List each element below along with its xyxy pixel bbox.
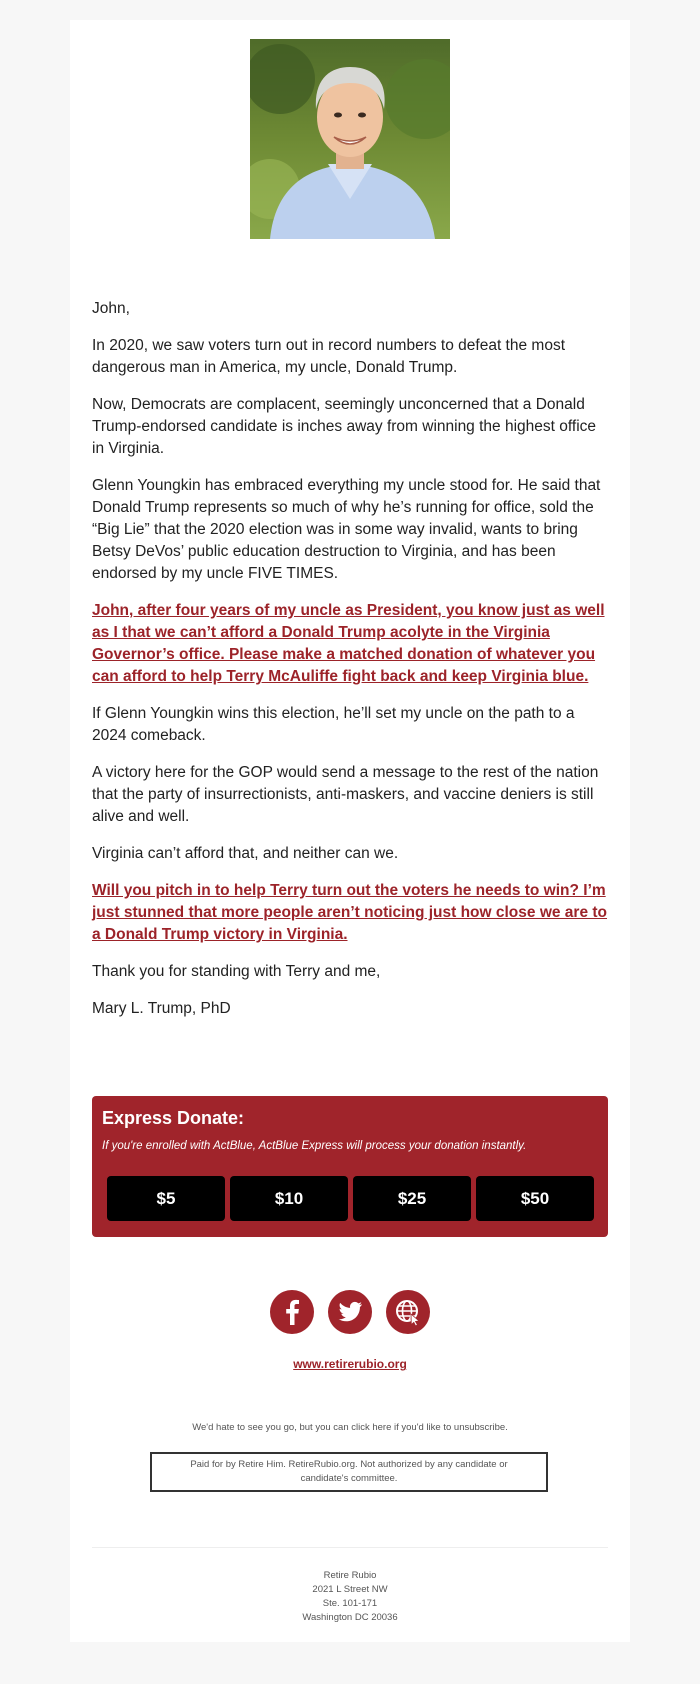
paragraph: Virginia can’t afford that, and neither can we. xyxy=(92,845,399,862)
paragraph: Now, Democrats are complacent, seemingly unconcerned that a Donald Trump-endorsed candidate is inches away from winning the highest office in Virginia. xyxy=(92,396,597,457)
donate-50-button[interactable]: $50 xyxy=(476,1176,594,1221)
address-line: Retire Rubio xyxy=(323,1570,377,1581)
website-link-container xyxy=(70,1357,630,1371)
donate-5-button[interactable]: $5 xyxy=(107,1176,225,1221)
donate-10-button[interactable]: $10 xyxy=(230,1176,348,1221)
paid-for-disclaimer: Paid for by Retire Him. RetireRubio.org. Not authorized by any candidate or candidate's committee. xyxy=(150,1452,548,1492)
address-line: Washington DC 20036 xyxy=(302,1612,398,1623)
header-portrait-photo xyxy=(250,39,450,239)
closing-line: Thank you for standing with Terry and me, xyxy=(92,963,381,980)
email-card xyxy=(70,20,630,1642)
signature: Mary L. Trump, PhD xyxy=(92,1000,231,1017)
pitch-in-cta-link[interactable]: Will you pitch in to help Terry turn out the voters he needs to win? I’m just stunned that more people aren’t noticing just how close we are to a Donald Trump victory in Virginia. xyxy=(92,882,608,943)
express-donate-note: If you're enrolled with ActBlue, ActBlue Express will process your donation instantly. xyxy=(102,1140,527,1152)
address-line: 2021 L Street NW xyxy=(312,1584,388,1595)
twitter-icon[interactable] xyxy=(328,1290,372,1334)
express-donate-panel xyxy=(92,1096,608,1237)
paragraph: Glenn Youngkin has embraced everything my uncle stood for. He said that Donald Trump represents so much of why he’s running for office, sold the “Big Lie” that the 2020 election was in some way invalid, wants to bring Betsy DeVos’ public education destruction to Virginia, and has been endorsed by my uncle FIVE TIMES. xyxy=(92,477,601,582)
footer-divider xyxy=(92,1547,608,1548)
unsubscribe-text[interactable]: We'd hate to see you go, but you can click here if you'd like to unsubscribe. xyxy=(192,1422,508,1433)
website-link[interactable]: www.retirerubio.org xyxy=(293,1357,407,1371)
letter-body xyxy=(92,298,612,1035)
mailing-address xyxy=(70,1569,630,1625)
facebook-icon[interactable] xyxy=(270,1290,314,1334)
paragraph: In 2020, we saw voters turn out in record numbers to defeat the most dangerous man in America, my uncle, Donald Trump. xyxy=(92,337,565,376)
express-donate-title: Express Donate: xyxy=(102,1108,245,1128)
paragraph: If Glenn Youngkin wins this election, he’ll set my uncle on the path to a 2024 comeback. xyxy=(92,705,575,744)
paragraph: A victory here for the GOP would send a message to the rest of the nation that the party of insurrectionists, anti-maskers, and vaccine deniers is still alive and well. xyxy=(92,764,599,825)
donate-cta-link[interactable]: John, after four years of my uncle as President, you know just as well as I that we can’t afford a Donald Trump acolyte in the Virginia Governor’s office. Please make a matched donation of whatever you can afford to help Terry McAuliffe fight back and keep Virginia blue. xyxy=(92,602,605,685)
greeting: John, xyxy=(92,300,130,317)
donate-25-button[interactable]: $25 xyxy=(353,1176,471,1221)
address-line: Ste. 101-171 xyxy=(322,1598,378,1609)
website-icon[interactable] xyxy=(386,1290,430,1334)
